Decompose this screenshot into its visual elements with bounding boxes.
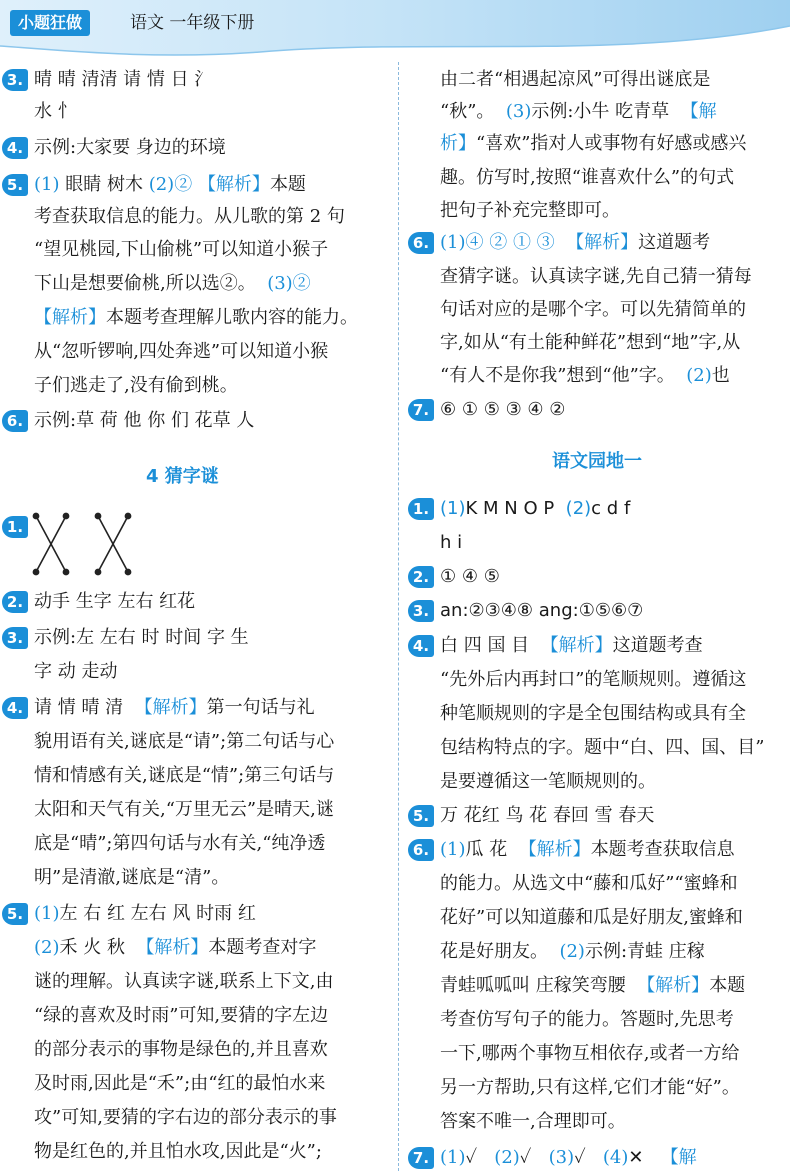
question-number: 1. — [408, 498, 434, 520]
answer-text: 情和情感有关,谜底是“情”;第三句话与 — [34, 765, 335, 786]
subject-label: 语文 一年级下册 — [130, 13, 255, 33]
analysis-tag: 【解析】 — [134, 697, 207, 718]
answer-text: 的部分表示的事物是绿色的,并且喜欢 — [34, 1039, 328, 1060]
analysis-tag: 【解析】 — [197, 174, 270, 195]
sub-label: (2)② — [148, 174, 193, 195]
answer-text: 种笔顺规则的字是全包围结构或具有全 — [440, 703, 746, 724]
answer-text: (1)④ ② ① ③ — [440, 232, 555, 253]
question-number: 6. — [2, 410, 28, 432]
answer-text: 貌用语有关,谜底是“请”;第二句话与心 — [34, 731, 335, 752]
answer-text: 示例:小牛 吃青草 — [531, 101, 670, 122]
answer-text: 这道题考 — [638, 232, 711, 253]
section-title: 4 猜字谜 — [146, 466, 219, 487]
analysis-tag: 【解析】 — [637, 975, 710, 996]
sub-label: (2) — [565, 498, 592, 519]
question-number: 6. — [408, 232, 434, 254]
answer-text: 答案不唯一,合理即可。 — [440, 1111, 626, 1132]
answer-text: 包结构特点的字。题中“白、四、国、目” — [440, 737, 765, 758]
crossed-lines-diagram — [28, 510, 138, 578]
question-number: 3. — [2, 69, 28, 91]
answer-text: 趣。仿写时,按照“谁喜欢什么”的句式 — [440, 167, 735, 188]
answer-text: 瓜 花 — [465, 839, 508, 860]
answer-text: 从“忽听锣响,四处奔逃”可以知道小猴 — [34, 341, 329, 362]
answer-text: 禾 火 秋 — [59, 937, 125, 958]
analysis-tag: 【解析】 — [518, 839, 591, 860]
series-badge: 小题狂做 — [10, 10, 90, 36]
sub-label: (1) — [440, 839, 466, 860]
answer-text: 示例:大家要 身边的环境 — [34, 137, 226, 158]
sub-label: (3) — [548, 1147, 575, 1168]
analysis-tag: 【解 — [680, 101, 717, 122]
answer-text: K M N O P — [465, 498, 555, 519]
answer-text: 底是“晴”;第四句话与水有关,“纯净透 — [34, 833, 326, 854]
header-wave-decoration — [0, 0, 790, 62]
answer-text: 示例:草 荷 他 你 们 花草 人 — [34, 410, 255, 431]
check-mark-icon: ✓ — [574, 1147, 586, 1168]
answer-text: 本题考查对字 — [208, 937, 317, 958]
answer-text: 白 四 国 目 — [440, 635, 530, 656]
cross-mark-icon: ✕ — [628, 1147, 644, 1168]
answer-text: 子们逃走了,没有偷到桃。 — [34, 375, 238, 396]
answer-text: 本题 — [709, 975, 746, 996]
sub-label: (2) — [494, 1147, 520, 1168]
sub-label: (3)② — [267, 273, 311, 294]
question-number: 2. — [408, 566, 434, 588]
question-number: 5. — [2, 174, 28, 196]
analysis-tag: 【解析】 — [136, 937, 209, 958]
answer-text: 及时雨,因此是“禾”;由“红的最怕水来 — [34, 1073, 326, 1094]
answer-text: 本题考查理解儿歌内容的能力。 — [106, 307, 358, 328]
answer-text: “秋”。 — [440, 101, 495, 122]
sub-label: (1) — [34, 903, 60, 924]
answer-text: “绿的喜欢及时雨”可知,要猜的字左边 — [34, 1005, 329, 1026]
answer-text: 把句子补充完整即可。 — [440, 200, 620, 221]
answer-text: 是要遵循这一笔顺规则的。 — [440, 771, 656, 792]
answer-text: h i — [440, 532, 463, 553]
analysis-tag: 【解析】 — [34, 307, 106, 328]
answer-text: 攻”可知,要猜的字右边的部分表示的事 — [34, 1107, 337, 1128]
question-number: 6. — [408, 839, 434, 861]
answer-text: “望见桃园,下山偷桃”可以知道小猴子 — [34, 239, 329, 260]
sub-label: (2) — [34, 937, 60, 958]
analysis-tag: 析】 — [440, 133, 476, 154]
answer-text: c d f — [591, 498, 631, 519]
answer-text: 花好”可以知道藤和瓜是好朋友,蜜蜂和 — [440, 907, 743, 928]
answer-text: 查猜字谜。认真读字谜,先自己猜一猜每 — [440, 266, 752, 287]
sub-label: (2) — [686, 365, 712, 386]
answer-text: 太阳和天气有关,“万里无云”是晴天,谜 — [34, 799, 334, 820]
analysis-tag: 【解析】 — [566, 232, 639, 253]
answer-text: 考查仿写句子的能力。答题时,先思考 — [440, 1009, 734, 1030]
answer-text: 一下,哪两个事物互相依存,或者一方给 — [440, 1043, 740, 1064]
answer-text: 字,如从“有土能种鲜花”想到“地”字,从 — [440, 332, 741, 353]
answer-text: 考查获取信息的能力。从儿歌的第 2 句 — [34, 206, 345, 227]
question-number: 3. — [2, 627, 28, 649]
check-mark-icon: ✓ — [465, 1147, 478, 1168]
answer-text: 下山是想要偷桃,所以选②。 — [34, 273, 256, 294]
answer-text: 明”是清澈,谜底是“清”。 — [34, 867, 230, 888]
analysis-tag: 【解析】 — [540, 635, 613, 656]
question-number: 5. — [408, 805, 434, 827]
check-mark-icon: ✓ — [519, 1147, 532, 1168]
answer-text: 字 动 走动 — [34, 661, 118, 682]
sub-label: (1) — [440, 498, 466, 519]
answer-text: ① ④ ⑤ — [440, 566, 500, 587]
section-title: 语文园地一 — [552, 451, 642, 472]
answer-text: 动手 生字 左右 红花 — [34, 591, 196, 612]
question-number: 4. — [2, 137, 28, 159]
answer-text: “先外后内再封口”的笔顺规则。遵循这 — [440, 669, 747, 690]
answer-text: 万 花红 鸟 花 春回 雪 春天 — [440, 805, 655, 826]
question-number: 4. — [2, 697, 28, 719]
answer-text: 第一句话与礼 — [206, 697, 315, 718]
question-number: 4. — [408, 635, 434, 657]
column-divider — [398, 62, 399, 1171]
answer-text: 的能力。从选文中“藤和瓜好”“蜜蜂和 — [440, 873, 738, 894]
answer-text: 本题考查获取信息 — [590, 839, 735, 860]
answer-text: 这道题考查 — [612, 635, 703, 656]
answer-text: 示例:左 左右 时 时间 字 生 — [34, 627, 249, 648]
analysis-tag: 【解 — [660, 1147, 697, 1168]
answer-text: 本题 — [269, 174, 306, 195]
answer-text: 谜的理解。认真读字谜,联系上下文,由 — [34, 971, 334, 992]
sub-label: (2) — [559, 941, 585, 962]
answer-text: 水 忄 — [34, 101, 76, 122]
question-number: 1. — [2, 516, 28, 538]
answer-text: 也 — [711, 365, 730, 386]
sub-label: (1) — [34, 174, 60, 195]
sub-label: (1) — [440, 1147, 466, 1168]
answer-text: 青蛙呱呱叫 庄稼笑弯腰 — [440, 975, 626, 996]
answer-text: 另一方帮助,只有这样,它们才能“好”。 — [440, 1077, 740, 1098]
answer-text: an:②③④⑧ ang:①⑤⑥⑦ — [440, 600, 644, 621]
sub-label: (4) — [602, 1147, 629, 1168]
answer-text: “喜欢”指对人或事物有好感或感兴 — [476, 133, 747, 154]
question-number: 7. — [408, 1147, 434, 1169]
answer-text: “有人不是你我”想到“他”字。 — [440, 365, 675, 386]
answer-text: 晴 晴 清清 请 情 日 氵 — [34, 69, 213, 90]
answer-text: 请 情 晴 清 — [34, 697, 124, 718]
question-number: 2. — [2, 591, 28, 613]
answer-text: 句话对应的是哪个字。可以先猜简单的 — [440, 299, 746, 320]
question-number: 7. — [408, 399, 434, 421]
answer-text: 眼睛 树木 — [65, 174, 143, 195]
question-number: 3. — [408, 600, 434, 622]
answer-text: 花是好朋友。 — [440, 941, 548, 962]
answer-text: 由二者“相遇起凉风”可得出谜底是 — [440, 69, 711, 90]
answer-text: 示例:青蛙 庄稼 — [584, 941, 705, 962]
question-number: 5. — [2, 903, 28, 925]
answer-text: 物是红色的,并且怕水攻,因此是“火”; — [34, 1141, 322, 1162]
answer-text: ⑥ ① ⑤ ③ ④ ② — [440, 399, 566, 420]
sub-label: (3) — [505, 101, 532, 122]
answer-text: 左 右 红 左右 风 时雨 红 — [59, 903, 256, 924]
page-header — [0, 0, 790, 62]
